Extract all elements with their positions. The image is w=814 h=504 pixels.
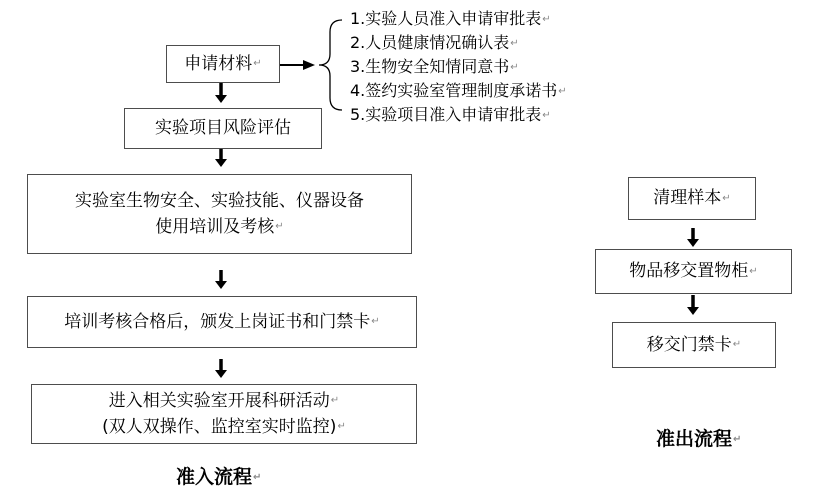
paragraph-mark-icon: ↵ [542,110,551,121]
paragraph-mark-icon: ↵ [722,192,731,204]
paragraph-mark-icon: ↵ [733,434,742,445]
paragraph-mark-icon: ↵ [558,86,567,97]
activity-line2: (双人双操作、监控室实时监控) [102,417,337,437]
return-card-label: 移交门禁卡 [646,334,732,355]
paragraph-mark-icon: ↵ [732,339,742,351]
clean-samples-box [628,177,756,220]
paragraph-mark-icon: ↵ [371,316,380,328]
paragraph-mark-icon: ↵ [510,62,519,73]
move-items-label: 物品移交置物柜 [629,261,749,282]
materials-list-item: 4.签约实验室管理制度承诺书↵ [350,81,567,100]
exit-heading: 准出流程↵ [656,428,742,450]
materials-list-item: 1.实验人员准入申请审批表↵ [350,9,551,28]
risk-assessment-label: 实验项目风险评估 [155,118,291,139]
paragraph-mark-icon: ↵ [337,421,346,433]
move-items-box [595,249,792,294]
paragraph-mark-icon: ↵ [542,14,551,25]
certificate-box [27,296,417,348]
materials-list [350,7,567,127]
materials-list-item: 3.生物安全知情同意书↵ [350,57,519,76]
risk-assessment-box [124,108,322,149]
training-line2: 使用培训及考核 [155,217,275,237]
paragraph-mark-icon: ↵ [253,472,262,483]
paragraph-mark-icon: ↵ [330,394,340,406]
certificate-label: 培训考核合格后，颁发上岗证书和门禁卡 [64,311,371,332]
activity-box [31,384,417,444]
paragraph-mark-icon: ↵ [749,265,758,277]
apply-materials-box [166,45,280,83]
paragraph-mark-icon: ↵ [510,38,519,49]
return-card-box [612,322,776,368]
entry-heading: 准入流程↵ [176,466,262,488]
paragraph-mark-icon: ↵ [275,221,284,233]
list-brace [319,20,342,110]
training-box [27,174,412,254]
paragraph-mark-icon: ↵ [253,58,262,70]
apply-materials-label: 申请材料 [184,53,253,74]
materials-list-item: 5.实验项目准入申请审批表↵ [350,105,551,124]
materials-list-item: 2.人员健康情况确认表↵ [350,33,519,52]
training-line1: 实验室生物安全、实验技能、仪器设备 [75,190,364,211]
clean-samples-label: 清理样本 [653,188,722,209]
activity-line1: 进入相关实验室开展科研活动 [108,390,330,411]
